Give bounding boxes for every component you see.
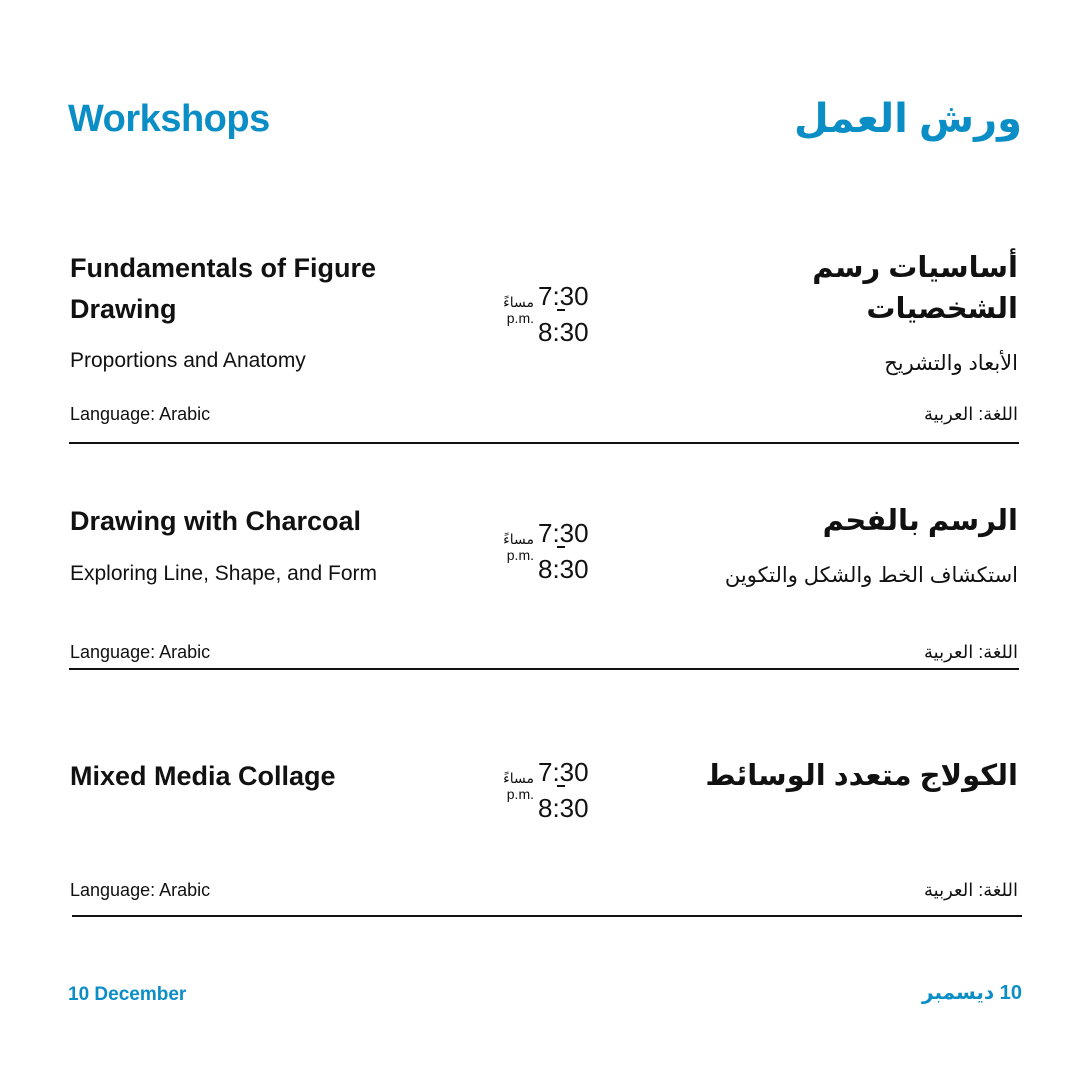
event-date-ar: 10 ديسمبر — [922, 982, 1022, 1004]
divider — [72, 915, 1022, 917]
page-title-en: Workshops — [68, 98, 270, 140]
time-start: 7:30 — [538, 281, 589, 311]
time-end: 8:30 — [538, 317, 589, 347]
time-period — [494, 770, 534, 802]
time-separator — [557, 309, 565, 311]
time-separator — [557, 785, 565, 787]
period-en: p.m. — [506, 786, 534, 802]
period-en: p.m. — [506, 547, 534, 563]
workshop-title-ar: الرسم بالفحم — [822, 505, 1018, 537]
workshop-language-ar: اللغة: العربية — [924, 880, 1018, 900]
workshop-title-en: Drawing with Charcoal — [70, 506, 362, 536]
period-en: p.m. — [506, 310, 534, 326]
workshop-subtitle-en: Proportions and Anatomy — [70, 349, 306, 372]
workshop-language-en: Language: Arabic — [70, 642, 211, 662]
time-start: 7:30 — [538, 757, 589, 787]
time-period — [494, 531, 534, 563]
workshop-subtitle-ar: الأبعاد والتشريح — [884, 352, 1018, 375]
page-title-ar: ورش العمل — [793, 97, 1022, 141]
workshop-language-ar: اللغة: العربية — [924, 404, 1018, 424]
workshop-subtitle-ar: استكشاف الخط والشكل والتكوين — [724, 564, 1018, 587]
event-date-en: 10 December — [68, 984, 187, 1005]
workshop-subtitle-en: Exploring Line, Shape, and Form — [70, 562, 378, 585]
workshop-language-en: Language: Arabic — [70, 404, 211, 424]
time-start: 7:30 — [538, 518, 589, 548]
divider — [69, 442, 1019, 444]
workshop-time — [494, 281, 594, 347]
workshop-time — [494, 518, 594, 584]
workshop-title-en: Fundamentals of Figure Drawing — [70, 253, 377, 324]
workshop-language-ar: اللغة: العربية — [924, 642, 1018, 662]
time-end: 8:30 — [538, 554, 589, 584]
workshop-title-ar: أساسيات رسم الشخصيات — [812, 252, 1018, 325]
period-ar: مساءً — [503, 531, 534, 547]
time-end: 8:30 — [538, 793, 589, 823]
period-ar: مساءً — [503, 294, 534, 310]
workshop-title-en: Mixed Media Collage — [70, 761, 336, 791]
workshop-title-ar: الكولاج متعدد الوسائط — [705, 760, 1018, 792]
workshop-time — [494, 757, 594, 823]
time-period — [494, 294, 534, 326]
period-ar: مساءً — [503, 770, 534, 786]
workshop-language-en: Language: Arabic — [70, 880, 211, 900]
time-separator — [557, 546, 565, 548]
divider — [69, 668, 1019, 670]
